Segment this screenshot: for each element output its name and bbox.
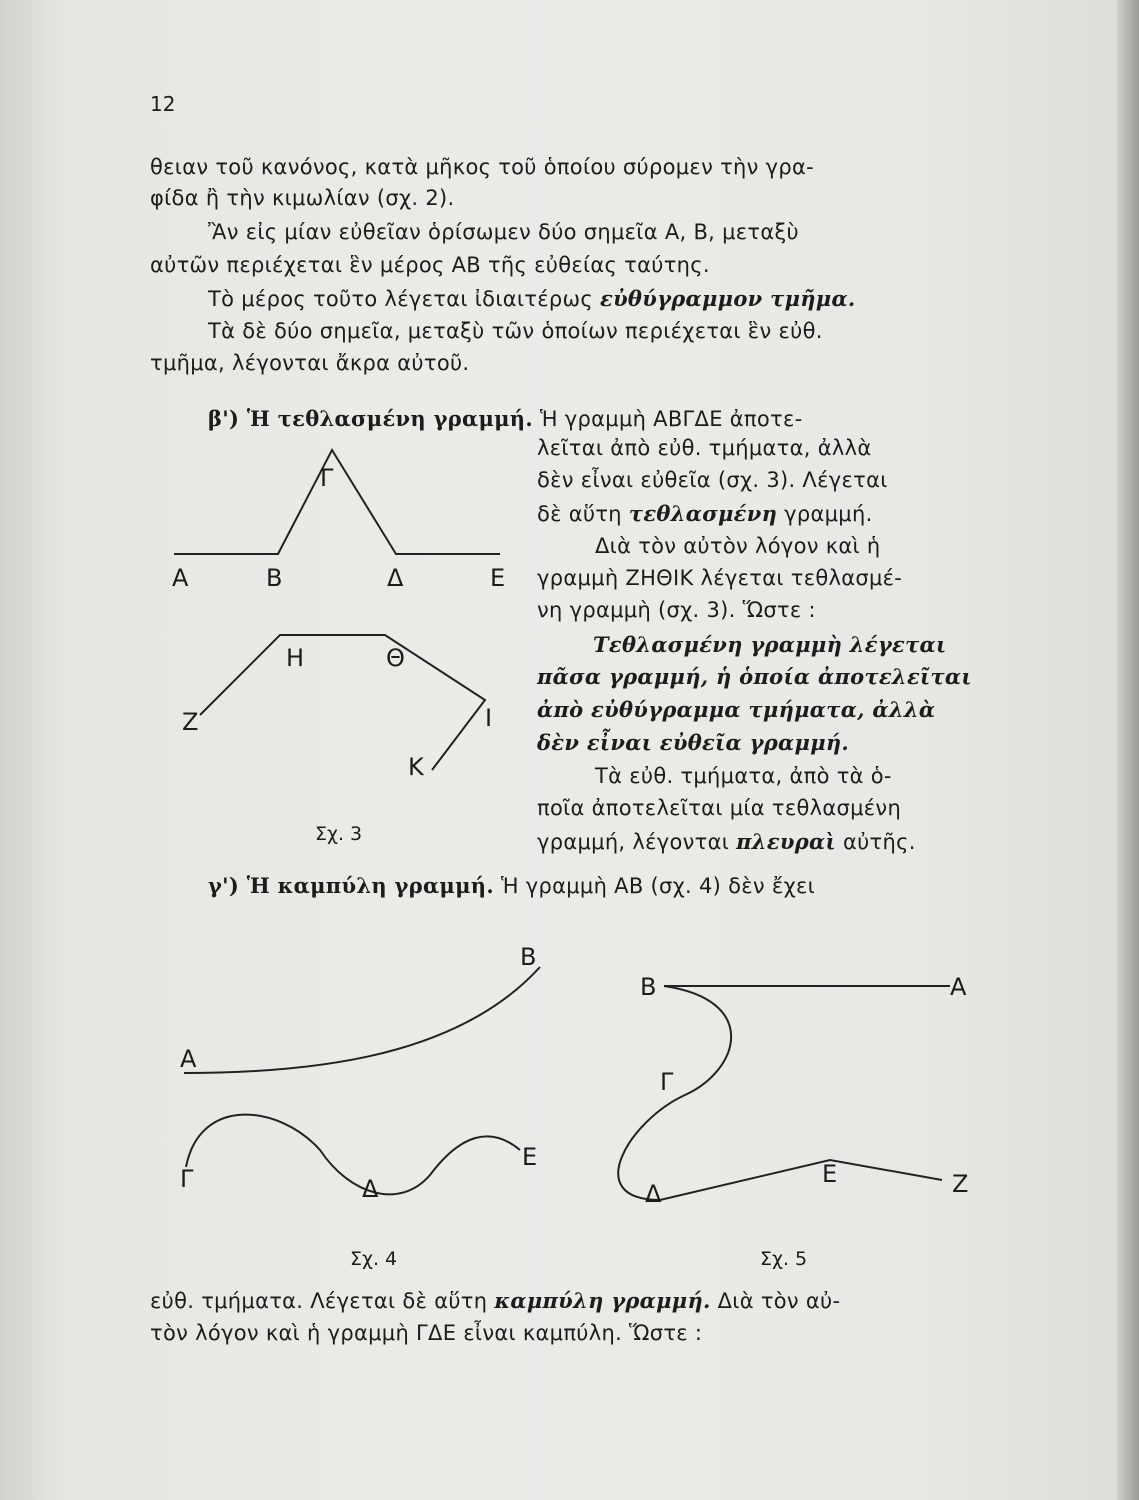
section-b-line2: λεῖται ἀπὸ εὐθ. τμήματα, ἀλλὰ: [537, 436, 872, 460]
para1-line2: φίδα ἢ τὴν κιμωλίαν (σχ. 2).: [150, 186, 455, 210]
definition-line2: πᾶσα γραμμή, ἡ ὁποία ἀποτελεῖται: [537, 664, 972, 689]
figure-4-caption: Σχ. 4: [350, 1248, 398, 1270]
section-b-line1: [208, 406, 802, 431]
term-sides: πλευραὶ: [736, 829, 836, 854]
figure-3-caption: Σχ. 3: [315, 823, 363, 845]
closing-line2: τὸν λόγον καὶ ἡ γραμμὴ ΓΔΕ εἶναι καμπύλη. Ὥστε :: [150, 1321, 703, 1345]
section-b-line9: ποῖα ἀποτελεῖται μία τεθλασμένη: [537, 796, 902, 820]
fig5-label-g: Γ: [660, 1068, 674, 1096]
section-c-line1-rest: Ἡ γραμμὴ ΑΒ (σχ. 4) δὲν ἔχει: [493, 874, 816, 898]
section-b-line4: [537, 501, 873, 526]
fig3-label-i: Ι: [485, 704, 493, 732]
closing-line1: [150, 1288, 840, 1313]
figure-5: [590, 960, 1010, 1270]
fig3-label-k: Κ: [408, 753, 424, 781]
para3-prefix: Τὸ μέρος τοῦτο λέγεται ἰδιαιτέρως: [208, 287, 600, 311]
closing-line1-prefix: εὐθ. τμήματα. Λέγεται δὲ αὕτη: [150, 1289, 495, 1313]
fig3-label-e: Ε: [490, 564, 506, 592]
fig4-label-b: Β: [520, 943, 537, 971]
closing-line1-suffix: Διὰ τὸν αὐ-: [710, 1289, 841, 1313]
definition-line4: δὲν εἶναι εὐθεῖα γραμμή.: [537, 730, 850, 755]
page-edge-shadow: [1117, 0, 1139, 1500]
section-b-line10: [537, 829, 916, 854]
section-b-line1-rest: Ἡ γραμμὴ ΑΒΓΔΕ ἀποτε-: [532, 407, 803, 431]
fig3-label-th: Θ: [386, 644, 405, 672]
fig5-label-e: Ε: [822, 1160, 838, 1188]
term-broken-line: τεθλασμένη: [628, 501, 778, 526]
fig5-label-a: Α: [950, 973, 967, 1001]
fig3-label-b: Β: [266, 564, 283, 592]
definition-line3: ἀπὸ εὐθύγραμμα τμήματα, ἀλλὰ: [537, 697, 936, 722]
fig3-label-d: Δ: [387, 564, 404, 592]
fig3-label-z: Ζ: [182, 708, 199, 736]
section-b-heading: β') Ἡ τεθλασμένη γραμμή.: [208, 406, 533, 431]
section-b-line4-prefix: δὲ αὕτη: [537, 502, 629, 526]
fig3-label-a: Α: [172, 564, 189, 592]
term-straight-segment: εὐθύγραμμον τμῆμα.: [600, 286, 856, 311]
para2-line1: Ἂν εἰς μίαν εὐθεῖαν ὁρίσωμεν δύο σημεῖα Α, Β, μεταξὺ: [208, 220, 799, 244]
broken-line-abgde: [174, 450, 500, 554]
broken-line-zhthik: [200, 635, 485, 770]
section-b-line5: Διὰ τὸν αὐτὸν λόγον καὶ ἡ: [595, 534, 881, 558]
curve-ab: [184, 967, 540, 1073]
figure-4: [170, 935, 570, 1275]
para4-line1: Τὰ δὲ δύο σημεῖα, μεταξὺ τῶν ὁποίων περιέχεται ἓν εὐθ.: [208, 319, 823, 343]
fig3-label-h: Η: [286, 644, 305, 672]
fig3-label-g: Γ: [320, 464, 334, 492]
figure-5-caption: Σχ. 5: [760, 1248, 808, 1270]
section-c-line1: [208, 873, 815, 898]
term-curved-line: καμπύλη γραμμή.: [494, 1288, 711, 1313]
section-b-line10-suffix: αὐτῆς.: [835, 830, 916, 854]
fig5-label-d: Δ: [645, 1180, 662, 1208]
fig4-label-d: Δ: [362, 1175, 379, 1203]
section-b-line6: γραμμὴ ΖΗΘΙΚ λέγεται τεθλασμέ-: [537, 566, 903, 590]
para3: [208, 286, 856, 311]
section-b-line8: Τὰ εὐθ. τμήματα, ἀπὸ τὰ ὁ-: [595, 764, 892, 788]
figure-3: [160, 430, 530, 850]
page-number: 12: [150, 92, 176, 116]
para2-line2: αὐτῶν περιέχεται ἓν μέρος ΑΒ τῆς εὐθείας ταύτης.: [150, 253, 710, 277]
fig5-label-b: Β: [640, 973, 657, 1001]
section-c-heading: γ') Ἡ καμπύλη γραμμή.: [208, 873, 494, 898]
section-b-line3: δὲν εἶναι εὐθεῖα (σχ. 3). Λέγεται: [537, 468, 888, 492]
section-b-line7: νη γραμμὴ (σχ. 3). Ὥστε :: [537, 598, 816, 622]
section-b-line4-suffix: γραμμή.: [777, 502, 873, 526]
definition-line1: Τεθλασμένη γραμμὴ λέγεται: [593, 632, 947, 657]
fig4-label-g: Γ: [180, 1165, 194, 1193]
curve-gde: [186, 1115, 520, 1195]
para1-line1: θειαν τοῦ κανόνος, κατὰ μῆκος τοῦ ὁποίου σύρομεν τὴν γρα-: [150, 155, 815, 179]
fig5-label-z: Ζ: [952, 1170, 969, 1198]
para4-line2: τμῆμα, λέγονται ἄκρα αὐτοῦ.: [150, 351, 470, 375]
fig4-label-e: Ε: [522, 1143, 538, 1171]
section-b-line10-prefix: γραμμή, λέγονται: [537, 830, 737, 854]
fig4-label-a: Α: [180, 1045, 197, 1073]
